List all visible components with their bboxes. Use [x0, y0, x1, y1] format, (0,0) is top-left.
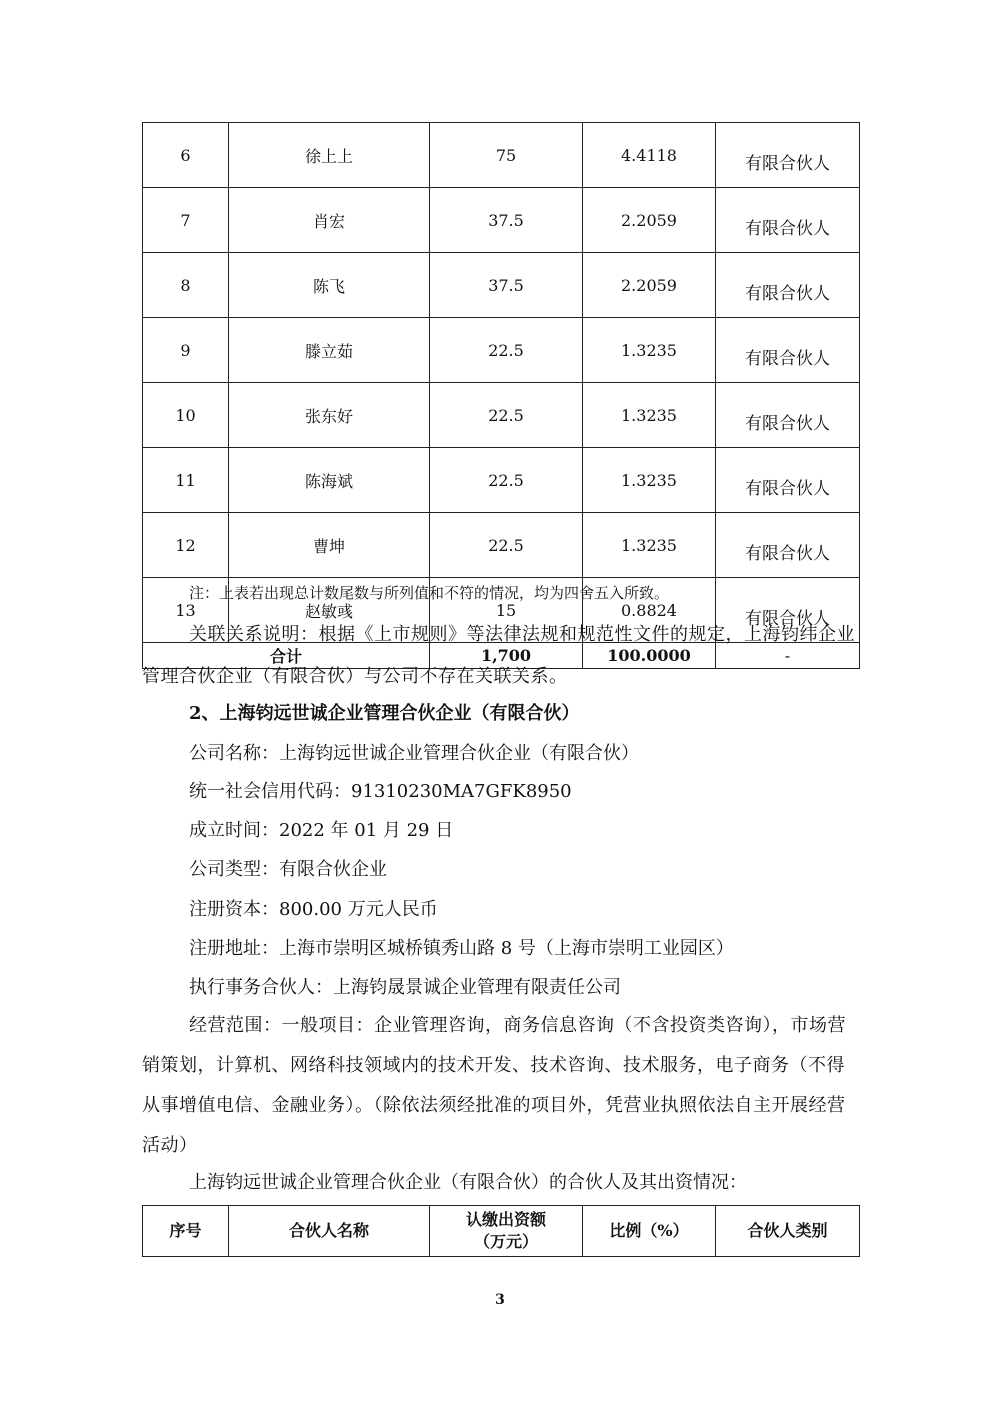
row-ratio: 0.8824 — [583, 578, 716, 643]
table-row — [143, 383, 860, 448]
row-type: 有限合伙人 — [716, 123, 860, 188]
row-amount: 22.5 — [430, 513, 583, 578]
section-heading: 2、上海钧远世诚企业管理合伙企业（有限合伙） — [189, 703, 580, 724]
row-name: 肖宏 — [229, 188, 430, 253]
row-ratio: 1.3235 — [583, 383, 716, 448]
row-amount: 15 — [430, 578, 583, 643]
row-ratio: 2.2059 — [583, 188, 716, 253]
table-row — [143, 188, 860, 253]
row-no: 8 — [143, 253, 229, 318]
company-type: 公司类型：有限合伙企业 — [189, 859, 387, 880]
row-ratio: 4.4118 — [583, 123, 716, 188]
table-row — [143, 253, 860, 318]
header-amount-line2: （万元） — [473, 1232, 538, 1251]
company-name: 公司名称：上海钧远世诚企业管理合伙企业（有限合伙） — [189, 743, 639, 764]
row-name: 陈飞 — [229, 253, 430, 318]
row-name: 徐上上 — [229, 123, 430, 188]
table-note: 注：上表若出现总计数尾数与所列值和不符的情况，均为四舍五入所致。 — [189, 584, 670, 602]
registered-capital: 注册资本：800.00 万元人民币 — [189, 899, 438, 920]
row-ratio: 1.3235 — [583, 513, 716, 578]
table-row — [143, 318, 860, 383]
partners-intro: 上海钧远世诚企业管理合伙企业（有限合伙）的合伙人及其出资情况： — [189, 1172, 747, 1193]
row-type: 有限合伙人 — [716, 253, 860, 318]
total-amount: 1,700 — [430, 643, 583, 669]
row-no: 7 — [143, 188, 229, 253]
business-scope: 经营范围：一般项目：企业管理咨询，商务信息咨询（不含投资类咨询），市场营销策划，计算机、网络科技领域内的技术开发、技术咨询、技术服务，电子商务（不得从事增值电信、金融业务）。（除依法须经批准的项目外，凭营业执照依法自主开展经营活动） — [142, 1015, 846, 1156]
row-amount: 75 — [430, 123, 583, 188]
table-row — [143, 513, 860, 578]
header-row — [143, 1206, 860, 1257]
row-type: 有限合伙人 — [716, 318, 860, 383]
total-label: 合计 — [143, 643, 430, 669]
row-type: 有限合伙人 — [716, 383, 860, 448]
row-name: 赵敏彧 — [229, 578, 430, 643]
row-ratio: 1.3235 — [583, 448, 716, 513]
row-no: 12 — [143, 513, 229, 578]
row-name: 曹坤 — [229, 513, 430, 578]
registered-address: 注册地址：上海市崇明区城桥镇秀山路 8 号（上海市崇明工业园区） — [189, 938, 734, 959]
page-number: 3 — [495, 1292, 505, 1308]
header-amount-line1: 认缴出资额 — [465, 1210, 546, 1229]
total-type: - — [716, 643, 860, 669]
header-type: 合伙人类别 — [716, 1206, 860, 1257]
table-row — [143, 448, 860, 513]
row-type: 有限合伙人 — [716, 513, 860, 578]
total-ratio: 100.0000 — [583, 643, 716, 669]
row-type: 有限合伙人 — [716, 188, 860, 253]
header-name: 合伙人名称 — [229, 1206, 430, 1257]
row-ratio: 1.3235 — [583, 318, 716, 383]
row-no: 11 — [143, 448, 229, 513]
relation-paragraph: 关联关系说明：根据《上市规则》等法律法规和规范性文件的规定，上海钧纬企业管理合伙企业（有限合伙）与公司不存在关联关系。 — [142, 624, 855, 687]
row-amount: 22.5 — [430, 448, 583, 513]
row-no: 9 — [143, 318, 229, 383]
row-name: 陈海斌 — [229, 448, 430, 513]
row-no: 13 — [143, 578, 229, 643]
row-amount: 37.5 — [430, 188, 583, 253]
row-no: 10 — [143, 383, 229, 448]
table-row — [143, 123, 860, 188]
partners-table-header — [142, 1205, 860, 1257]
header-no: 序号 — [143, 1206, 229, 1257]
row-amount: 22.5 — [430, 383, 583, 448]
header-amount — [430, 1206, 583, 1257]
row-amount: 37.5 — [430, 253, 583, 318]
header-ratio: 比例（%） — [583, 1206, 716, 1257]
established-date: 成立时间：2022 年 01 月 29 日 — [189, 820, 454, 841]
row-name: 张东好 — [229, 383, 430, 448]
row-amount: 22.5 — [430, 318, 583, 383]
executive-partner: 执行事务合伙人：上海钧晟景诚企业管理有限责任公司 — [189, 977, 621, 998]
credit-code: 统一社会信用代码：91310230MA7GFK8950 — [189, 781, 572, 802]
row-type: 有限合伙人 — [716, 578, 860, 643]
row-ratio: 2.2059 — [583, 253, 716, 318]
row-name: 滕立茹 — [229, 318, 430, 383]
row-no: 6 — [143, 123, 229, 188]
row-type: 有限合伙人 — [716, 448, 860, 513]
